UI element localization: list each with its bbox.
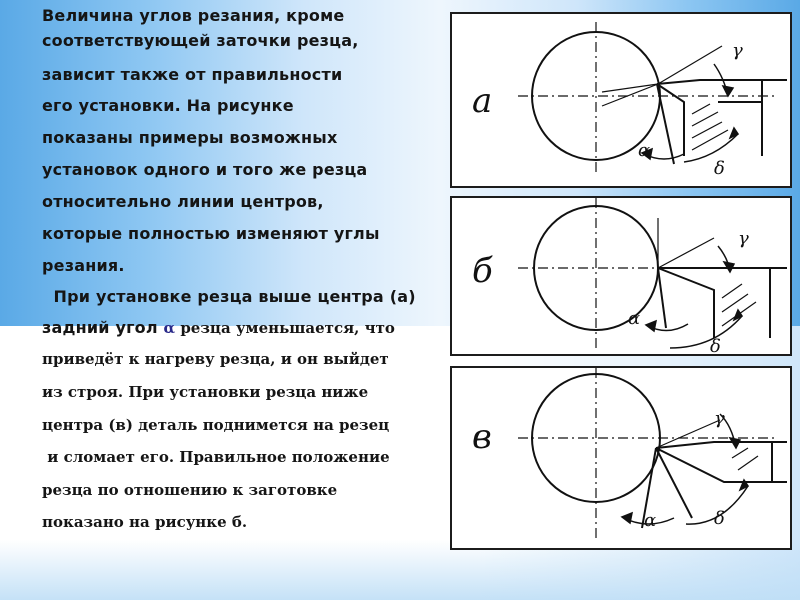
cutter-top bbox=[657, 80, 787, 84]
text-line: Величина углов резания, кроме bbox=[42, 6, 345, 25]
gamma-label: γ bbox=[732, 40, 743, 61]
delta-label: δ bbox=[714, 508, 725, 529]
text-line-mixed bbox=[42, 318, 395, 337]
gamma-label: γ bbox=[714, 408, 725, 429]
cutter-front bbox=[656, 448, 787, 482]
delta-arc bbox=[670, 316, 742, 348]
alpha-label: α bbox=[644, 510, 657, 531]
text-line: показаны примеры возможных bbox=[42, 128, 338, 147]
figure-b-panel bbox=[450, 196, 792, 356]
text-fragment: задний угол bbox=[42, 318, 164, 337]
text-line: соответствующей заточки резца, bbox=[42, 31, 359, 50]
clearance-line bbox=[658, 268, 666, 328]
text-line: его установки. На рисунке bbox=[42, 96, 294, 115]
text-line: относительно линии центров, bbox=[42, 192, 324, 211]
figure-b-drawing bbox=[452, 198, 794, 358]
text-line: которые полностью изменяют углы bbox=[42, 224, 380, 243]
text-line: показано на рисунке б. bbox=[42, 513, 248, 531]
text-line: и сломает его. Правильное положение bbox=[42, 448, 390, 466]
text-line: резца по отношению к заготовке bbox=[42, 481, 338, 499]
figure-a-panel bbox=[450, 12, 792, 188]
text-line: При установке резца выше центра (а) bbox=[42, 287, 416, 306]
text-line: центра (в) деталь поднимется на резец bbox=[42, 416, 390, 434]
text-fragment: резца уменьшается, что bbox=[175, 319, 395, 337]
figure-c-drawing bbox=[452, 368, 794, 552]
text-line: резания. bbox=[42, 256, 125, 275]
delta-label: δ bbox=[714, 158, 725, 179]
cutter-top bbox=[656, 442, 787, 448]
figure-a-drawing bbox=[452, 14, 794, 190]
figure-label: б bbox=[472, 251, 493, 291]
alpha-symbol: α bbox=[163, 319, 176, 337]
delta-label: δ bbox=[710, 336, 721, 357]
text-line: приведёт к нагреву резца, и он выйдет bbox=[42, 350, 389, 368]
alpha-label: α bbox=[638, 140, 651, 161]
text-line: из строя. При установки резца ниже bbox=[42, 383, 369, 401]
gamma-label: γ bbox=[738, 228, 749, 249]
text-line: зависит также от правильности bbox=[42, 65, 343, 84]
figure-label: а bbox=[472, 81, 493, 121]
figure-c-panel bbox=[450, 366, 792, 550]
text-line: установок одного и того же резца bbox=[42, 160, 368, 179]
alpha-label: α bbox=[628, 308, 641, 329]
figure-label: в bbox=[472, 417, 492, 457]
